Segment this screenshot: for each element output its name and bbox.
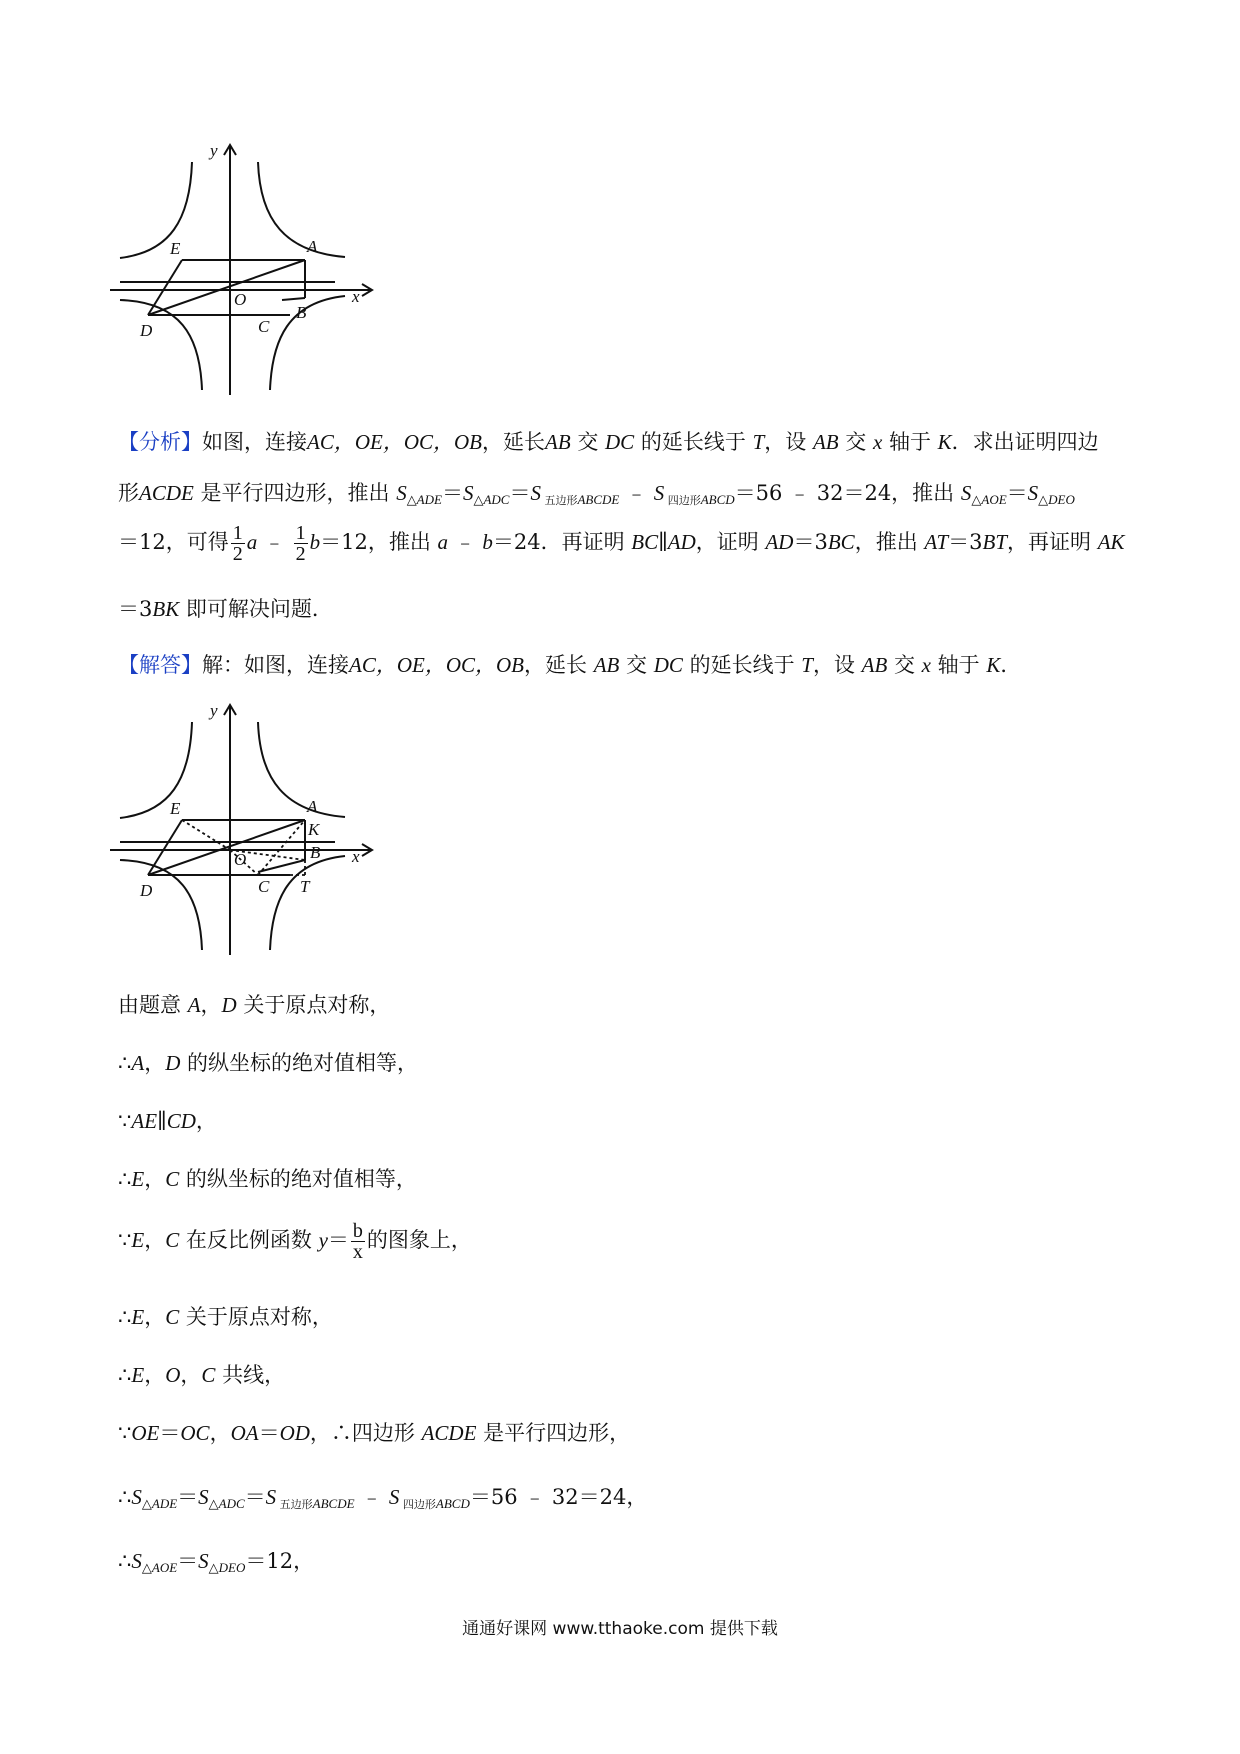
page-footer: 通通好课网 www.tthaoke.com 提供下载 (462, 1619, 778, 1639)
figure-1-svg (110, 140, 390, 400)
analysis-line-2: 形ACDE 是平行四边形，推出 $S_{\triangle ADE}=S_{\triangle ADC}=S$ 五边形$_{ABCDE}$ ﹣ S 四边形$_{ABCD}$＝56 ﹣ 32＝24，推出 $S_{\triangle AOE}=S_{\triangle DEO}$ (118, 481, 1075, 507)
fig1-label-C: C (258, 317, 270, 336)
fraction-half-2: $\frac{1}{2}$ (295, 522, 306, 565)
fig2-label-O: O (234, 850, 247, 869)
fig2-label-T: T (300, 877, 310, 896)
fig2-label-y: y (210, 701, 218, 720)
fig2-label-D: D (140, 881, 153, 900)
step-8: ∵OE＝OC，OA＝OD，∴四边形 ACDE 是平行四边形， (118, 1421, 631, 1445)
step-2: ∴A，D 的纵坐标的绝对值相等， (118, 1051, 419, 1075)
step-1: 由题意 A，D 关于原点对称， (118, 993, 391, 1017)
step-5: ∵E，C 在反比例函数 y＝ $\frac{b}{x}$ 的图象上， (118, 1220, 472, 1263)
fig1-label-O: O (234, 290, 247, 309)
step-4: ∴E，C 的纵坐标的绝对值相等， (118, 1167, 417, 1191)
fig2-label-A: A (307, 797, 318, 816)
fig2-label-K: K (308, 820, 320, 839)
analysis-tag: 【分析】 (118, 430, 202, 454)
step-9: $\therefore S_{\triangle ADE}=S_{\triangle ADC}=S$ 五边形$_{ABCDE}$ ﹣ S 四边形$_{ABCD}$＝56 ﹣ 32＝24， (118, 1485, 648, 1511)
analysis-line-4: ＝3BK 即可解决问题． (118, 597, 333, 621)
figure-2 (110, 700, 390, 960)
fig1-label-x: x (352, 287, 360, 306)
fraction-b-over-x: $\frac{b}{x}$ (352, 1220, 363, 1263)
fig2-label-B: B (310, 843, 321, 862)
figure-1 (110, 140, 390, 400)
solution-line: 【解答】解：如图，连接AC，OE，OC，OB，延长 AB 交 DC 的延长线于 T，设 AB 交 x 轴于 K． (118, 653, 1022, 677)
fig2-label-x: x (352, 847, 360, 866)
fig1-label-y: y (210, 141, 218, 160)
fig1-label-A: A (307, 237, 318, 256)
figure-2-svg (110, 700, 390, 960)
solution-tag: 【解答】 (118, 653, 202, 677)
step-7: ∴E，O，C 共线， (118, 1363, 286, 1387)
fig2-label-E: E (170, 799, 181, 818)
step-3: ∵AE∥CD， (118, 1109, 217, 1133)
fraction-half-1: $\frac{1}{2}$ (232, 522, 243, 565)
fig1-label-B: B (296, 303, 307, 322)
analysis-line-3: ＝12，可得 $\frac{1}{2}$ a ﹣ $\frac{1}{2}$ b＝12，推出 a ﹣ b＝24．再证明 BC∥AD，证明 AD＝3BC，推出 AT＝3BT，再证明 AK (118, 522, 1125, 565)
fig1-label-E: E (170, 239, 181, 258)
step-6: ∴E，C 关于原点对称， (118, 1305, 333, 1329)
fig1-label-D: D (140, 321, 153, 340)
analysis-line-1: 【分析】如图，连接AC，OE，OC，OB，延长AB 交 DC 的延长线于 T，设 AB 交 x 轴于 K．求出证明四边 (118, 430, 1099, 454)
step-10: $\therefore S_{\triangle AOE}=S_{\triangle DEO}=12$， (118, 1549, 315, 1575)
fig2-label-C: C (258, 877, 270, 896)
